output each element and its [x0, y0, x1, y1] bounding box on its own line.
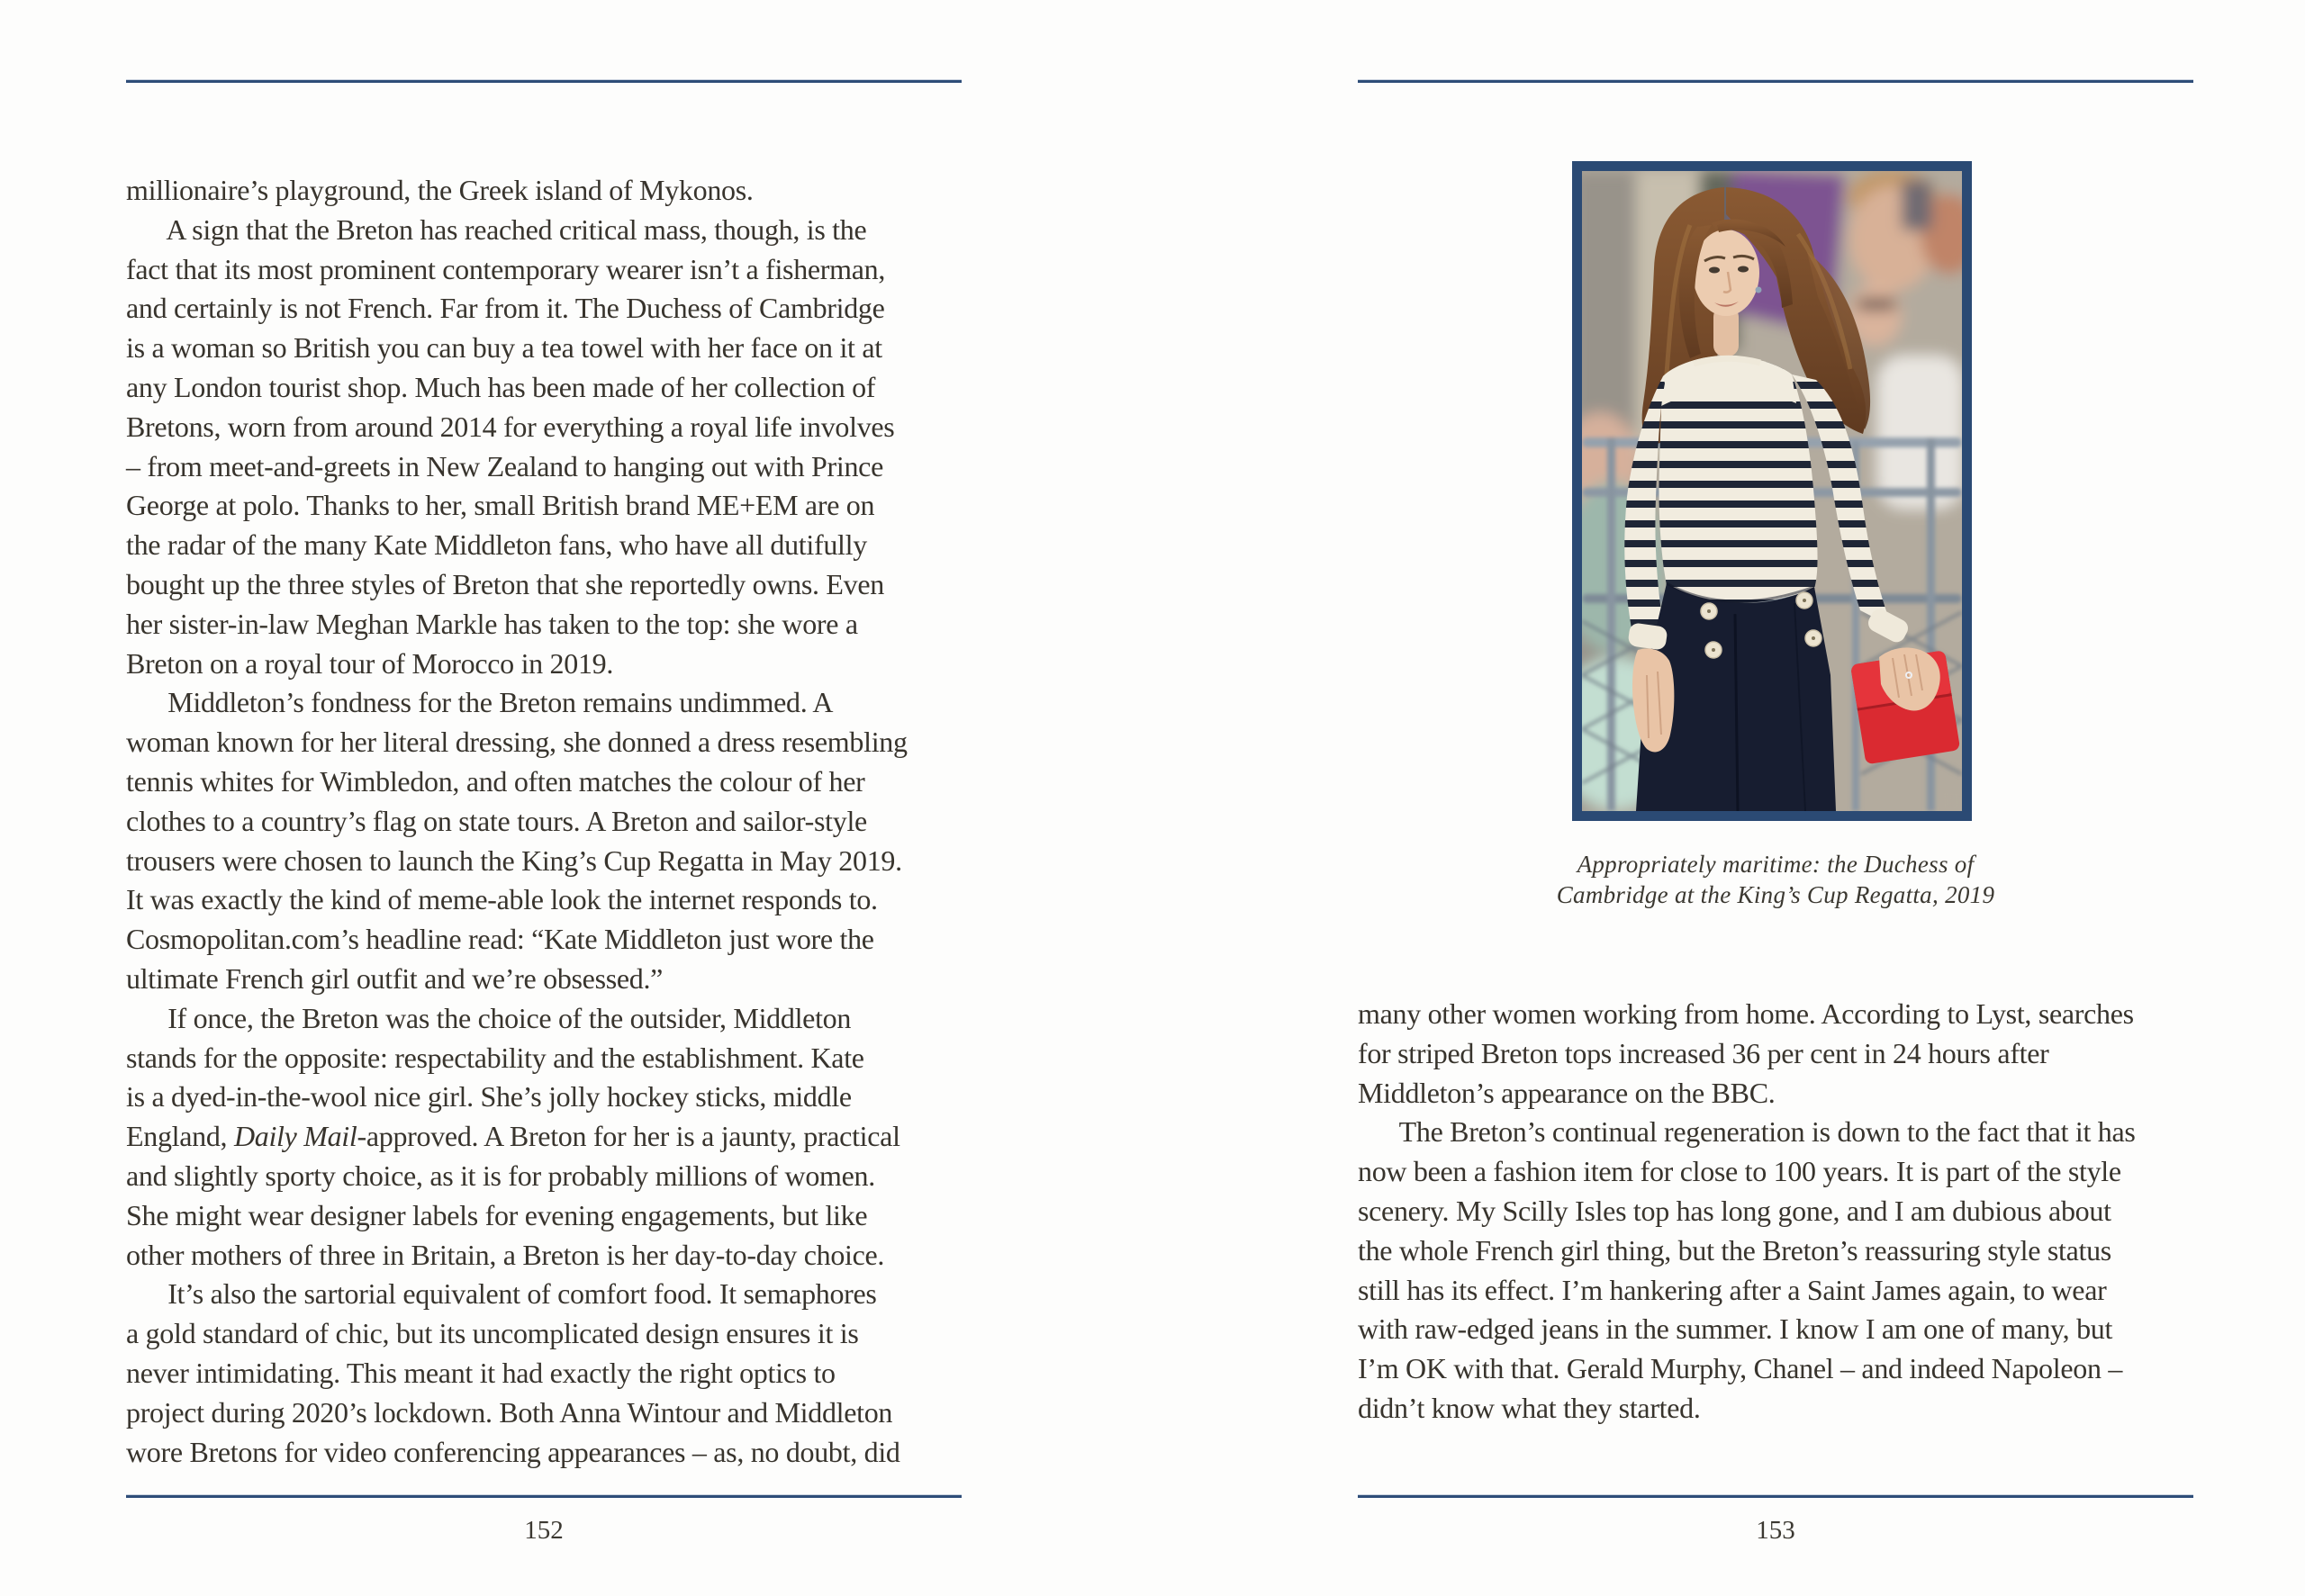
photo-illustration	[1582, 171, 1962, 811]
text-line: The Breton’s continual regeneration is down to the fact that it has	[1358, 1115, 2136, 1149]
text-line: A sign that the Breton has reached critical mass, though, is the	[126, 212, 867, 246]
text-line: and certainly is not French. Far from it. The Duchess of Cambridge	[126, 292, 885, 325]
text-line: Middleton’s fondness for the Breton remains undimmed. A	[126, 686, 834, 719]
text-line: It was exactly the kind of meme-able look the internet responds to.	[126, 883, 878, 916]
top-rule-right	[1358, 79, 2193, 83]
photo-duchess-breton	[1572, 161, 1972, 821]
text-line: the radar of the many Kate Middleton fans, who have all dutifully	[126, 528, 867, 562]
text-line: George at polo. Thanks to her, small British brand ME+EM are on	[126, 489, 875, 522]
text-line: her sister-in-law Meghan Markle has taken to the top: she wore a	[126, 607, 858, 640]
text-line: It’s also the sartorial equivalent of comfort food. It semaphores	[126, 1277, 877, 1311]
text-line: bought up the three styles of Breton that she reportedly owns. Even	[126, 567, 884, 600]
photo-caption	[1358, 849, 2193, 910]
text-line: clothes to a country’s flag on state tours. A Breton and sailor-style	[126, 804, 867, 837]
text-line: Cosmopolitan.com’s headline read: “Kate Middleton just wore the	[126, 923, 874, 956]
body-text-left	[126, 171, 967, 1472]
text-line: trousers were chosen to launch the King’s Cup Regatta in May 2019.	[126, 843, 902, 877]
text-line: never intimidating. This meant it had exactly the right optics to	[126, 1356, 836, 1389]
text-line: other mothers of three in Britain, a Breton is her day-to-day choice.	[126, 1238, 885, 1271]
text-line: any London tourist shop. Much has been made of her collection of	[126, 370, 876, 403]
text-line: the whole French girl thing, but the Breton’s reassuring style status	[1358, 1233, 2111, 1267]
text-line: is a dyed-in-the-wool nice girl. She’s jolly hockey sticks, middle	[126, 1080, 852, 1114]
eye-left	[1709, 267, 1720, 274]
text-line: If once, the Breton was the choice of the outsider, Middleton	[126, 1001, 852, 1034]
text-line: scenery. My Scilly Isles top has long gone, and I am dubious about	[1358, 1194, 2111, 1227]
text-line: – from meet-and-greets in New Zealand to hanging out with Prince	[126, 449, 883, 482]
text-line: fact that its most prominent contemporary wearer isn’t a fisherman,	[126, 252, 886, 285]
text-line: Bretons, worn from around 2014 for everything a royal life involves	[126, 410, 895, 443]
caption-line-2: Cambridge at the King’s Cup Regatta, 2019	[1556, 881, 1995, 908]
text-line: millionaire’s playground, the Greek island of Mykonos.	[126, 174, 754, 206]
text-line: ultimate French girl outfit and we’re obsessed.”	[126, 961, 664, 995]
text-line: still has its effect. I’m hankering after a Saint James again, to wear	[1358, 1273, 2107, 1306]
text-line: stands for the opposite: respectability and the establishment. Kate	[126, 1041, 864, 1074]
text-line: England, Daily Mail-approved. A Breton for her is a jaunty, practical	[126, 1120, 900, 1153]
text-line: tennis whites for Wimbledon, and often matches the colour of her	[126, 764, 865, 798]
page-number-right: 153	[1756, 1516, 1795, 1545]
bottom-rule-right	[1358, 1494, 2193, 1498]
text-line: woman known for her literal dressing, she donned a dress resembling	[126, 726, 908, 759]
text-line: with raw-edged jeans in the summer. I know I am one of many, but	[1358, 1312, 2113, 1346]
text-line: a gold standard of chic, but its uncomplicated design ensures it is	[126, 1317, 859, 1350]
body-text-right	[1358, 995, 2199, 1429]
bottom-rule-left	[126, 1494, 962, 1498]
text-line: Breton on a royal tour of Morocco in 2019.	[126, 646, 614, 680]
text-line: for striped Breton tops increased 36 per cent in 24 hours after	[1358, 1036, 2049, 1069]
text-line: project during 2020’s lockdown. Both Anna Wintour and Middleton	[126, 1395, 893, 1429]
page-number-left: 152	[524, 1516, 564, 1545]
text-line: and slightly sporty choice, as it is for probably millions of women.	[126, 1159, 875, 1192]
text-line: I’m OK with that. Gerald Murphy, Chanel – and indeed Napoleon –	[1358, 1352, 2123, 1385]
text-line: is a woman so British you can buy a tea towel with her face on it at	[126, 331, 882, 365]
text-line: didn’t know what they started.	[1358, 1391, 1701, 1424]
caption-line-1: Appropriately maritime: the Duchess of	[1577, 851, 1975, 878]
text-line: many other women working from home. According to Lyst, searches	[1358, 997, 2134, 1030]
text-line: now been a fashion item for close to 100 years. It is part of the style	[1358, 1155, 2121, 1188]
text-line: She might wear designer labels for evening engagements, but like	[126, 1198, 868, 1231]
eye-right	[1738, 266, 1749, 273]
earring	[1756, 287, 1762, 293]
text-line: wore Bretons for video conferencing appearances – as, no doubt, did	[126, 1435, 900, 1468]
top-rule-left	[126, 79, 962, 83]
text-line: Middleton’s appearance on the BBC.	[1358, 1076, 1776, 1109]
